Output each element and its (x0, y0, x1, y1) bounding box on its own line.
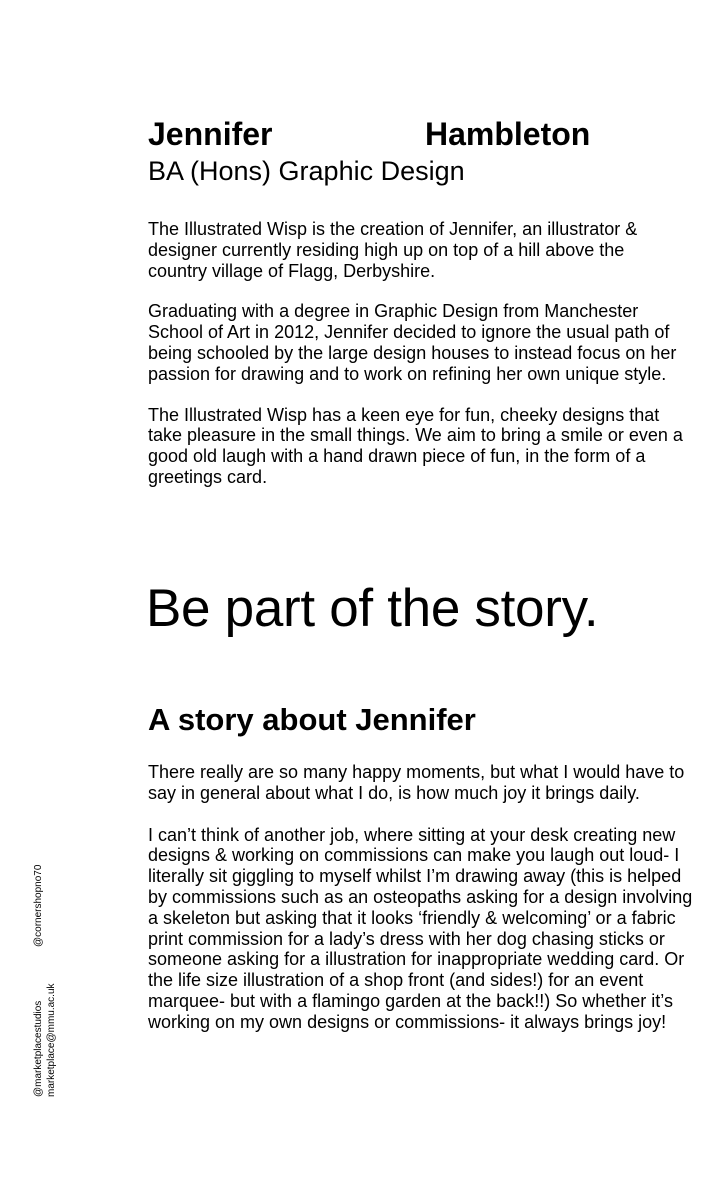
bio-paragraph-3: The Illustrated Wisp has a keen eye for fun, cheeky designs that take pleasure in the small things. We aim to bring a smile or even a good old laugh with a hand drawn piece of fun, in the form of a greetings card. (148, 404, 683, 487)
bio-paragraph-1: The Illustrated Wisp is the creation of Jennifer, an illustrator & designer currently residing high up on top of a hill above the country village of Flagg, Derbyshire. (148, 219, 638, 281)
story-paragraph-1: There really are so many happy moments, but what I would have to say in general about what I do, is how much joy it brings daily. (148, 762, 685, 803)
contact-email: marketplace@mmu.ac.uk (46, 983, 57, 1097)
tagline: Be part of the story. (146, 579, 599, 638)
studio-handle: @marketplacestudios (33, 1000, 44, 1097)
degree-subtitle: BA (Hons) Graphic Design (148, 156, 465, 186)
bio-paragraph-2: Graduating with a degree in Graphic Design from Manchester School of Art in 2012, Jennifer decided to ignore the usual path of being schooled by the large design houses to instead focus on her passion for drawing and to work on refining her own unique style. (148, 301, 677, 384)
first-name: Jennifer (148, 116, 273, 152)
last-name: Hambleton (425, 116, 591, 152)
shop-handle: @cornershopno70 (33, 864, 44, 947)
name-heading (148, 112, 618, 156)
story-heading: A story about Jennifer (148, 702, 476, 737)
story-paragraph-2: I can’t think of another job, where sitting at your desk creating new designs & working on commissions can make you laugh out loud- I literally sit giggling to myself whilst I’m drawing away (this is helped by commissions such as an osteopaths asking for a design involving a skeleton but asking that it looks ‘friendly & welcoming’ or a fabric print commission for a lady’s dress with her dog chasing sticks or someone asking for a illustration for inappropriate wedding card. Or the life size illustration of a shop front (and sides!) for an event marquee- but with a flamingo garden at the back!!) So whether it’s working on my own designs or commissions- it always brings joy! (148, 824, 693, 1032)
story-section (148, 762, 693, 1054)
bio-section (148, 219, 688, 508)
